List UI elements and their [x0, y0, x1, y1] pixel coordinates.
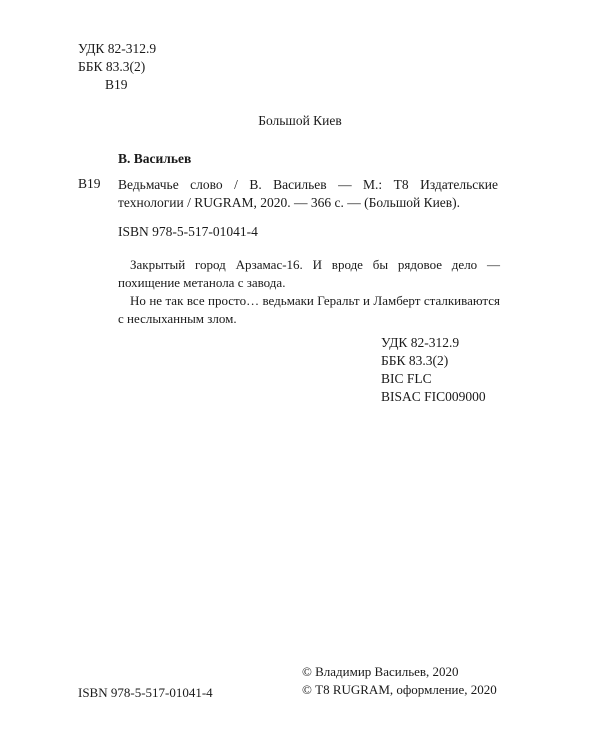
- classification-block: [381, 334, 486, 406]
- copyright-block: [302, 663, 497, 699]
- footer-isbn: ISBN 978-5-517-01041-4: [78, 685, 213, 700]
- annotation-paragraph: Но не так все просто… ведьмаки Геральт и Ламберт сталкиваются с неслыханным злом.: [118, 293, 500, 326]
- series-title: Большой Киев: [258, 113, 342, 128]
- annotation: [118, 256, 500, 328]
- classification-bic: BIC FLC: [381, 371, 432, 386]
- classification-bisac: BISAC FIC009000: [381, 389, 486, 404]
- udk-code: УДК 82-312.9: [78, 41, 157, 56]
- copyright-publisher: © Т8 RUGRAM, оформление, 2020: [302, 682, 497, 697]
- copyright-author: © Владимир Васильев, 2020: [302, 664, 459, 679]
- classification-udk: УДК 82-312.9: [381, 335, 460, 350]
- bbk-code: ББК 83.3(2): [78, 59, 146, 74]
- author-mark: В19: [105, 77, 128, 92]
- classification-bbk: ББК 83.3(2): [381, 353, 449, 368]
- record-author-mark: В19: [78, 176, 101, 191]
- author-heading: В. Васильев: [118, 151, 192, 166]
- annotation-paragraph: Закрытый город Арзамас-16. И вроде бы рядовое дело — похищение метанола с завода.: [118, 257, 500, 290]
- record-isbn: ISBN 978-5-517-01041-4: [118, 224, 258, 239]
- bibliographic-description: Ведьмачье слово / В. Васильев — М.: Т8 Издательские технологии / RUGRAM, 2020. — 366 с. — (Большой Киев).: [118, 177, 498, 210]
